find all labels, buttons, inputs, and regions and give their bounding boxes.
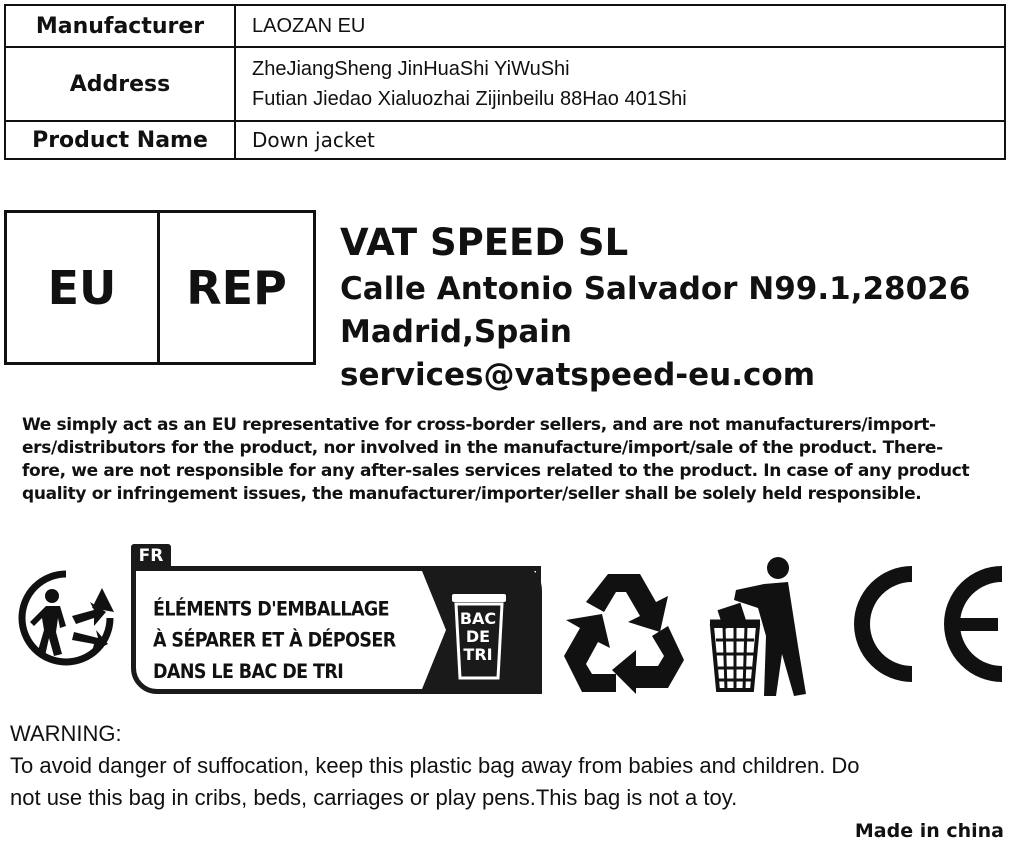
- rep-email: services@vatspeed-eu.com: [340, 357, 815, 393]
- bac-line-2: DE: [465, 627, 491, 646]
- rep-address-line-1: Calle Antonio Salvador N99.1,28026: [340, 271, 971, 307]
- address-line-2: Futian Jiedao Xialuozhai Zijinbeilu 88Hao 401Shi: [252, 88, 687, 110]
- warning-line-1: To avoid danger of suffocation, keep this plastic bag away from babies and children. Do: [10, 753, 860, 778]
- product-name-value: Down jacket: [235, 121, 1005, 159]
- rep-disclaimer: [22, 414, 1012, 506]
- manufacturer-value: LAOZAN EU: [235, 5, 1005, 47]
- product-name-label: Product Name: [5, 121, 235, 159]
- fr-sorting-text: [153, 594, 433, 688]
- eu-rep-badge: [4, 210, 316, 365]
- triman-icon: [14, 568, 118, 668]
- fr-line-2: À SÉPARER ET À DÉPOSER: [153, 629, 396, 653]
- fr-country-badge: FR: [131, 544, 171, 568]
- eu-rep-badge-eu: EU: [7, 213, 160, 362]
- suffocation-warning: [10, 718, 1010, 814]
- eu-representative-details: [340, 218, 1010, 397]
- bac-line-3: TRI: [463, 645, 493, 664]
- disclaimer-line-4: quality or infringement issues, the manufacturer/importer/seller shall be solely held responsible.: [22, 484, 922, 504]
- manufacturer-row: [5, 5, 1005, 47]
- recycle-icon: [556, 566, 692, 696]
- manufacturer-label: Manufacturer: [5, 5, 235, 47]
- address-value: [235, 47, 1005, 121]
- address-line-1: ZheJiangSheng JinHuaShi YiWuShi: [252, 58, 570, 80]
- ce-mark-icon: [846, 566, 1006, 682]
- fr-line-1: ÉLÉMENTS D'EMBALLAGE: [153, 598, 390, 621]
- rep-address-line-2: Madrid,Spain: [340, 314, 572, 350]
- country-of-origin: Made in china: [854, 820, 1004, 842]
- bac-de-tri-label: [455, 610, 501, 664]
- tidy-man-icon: [706, 556, 814, 698]
- rep-company-name: VAT SPEED SL: [340, 221, 629, 264]
- eu-rep-badge-rep: REP: [186, 260, 287, 315]
- warning-title: WARNING:: [10, 721, 122, 746]
- disclaimer-line-3: fore, we are not responsible for any after-sales services related to the product. In case of any product: [22, 461, 970, 481]
- address-label: Address: [5, 47, 235, 121]
- bac-line-1: BAC: [459, 609, 497, 628]
- disclaimer-line-2: ers/distributors for the product, nor involved in the manufacture/import/sale of the product. There-: [22, 438, 943, 458]
- product-info-table: [4, 4, 1006, 160]
- product-name-row: [5, 121, 1005, 159]
- warning-line-2: not use this bag in cribs, beds, carriages or play pens.This bag is not a toy.: [10, 785, 738, 810]
- address-row: [5, 47, 1005, 121]
- fr-line-3: DANS LE BAC DE TRI: [153, 661, 344, 684]
- disclaimer-line-1: We simply act as an EU representative for cross-border sellers, and are not manufacturers/import-: [22, 415, 936, 435]
